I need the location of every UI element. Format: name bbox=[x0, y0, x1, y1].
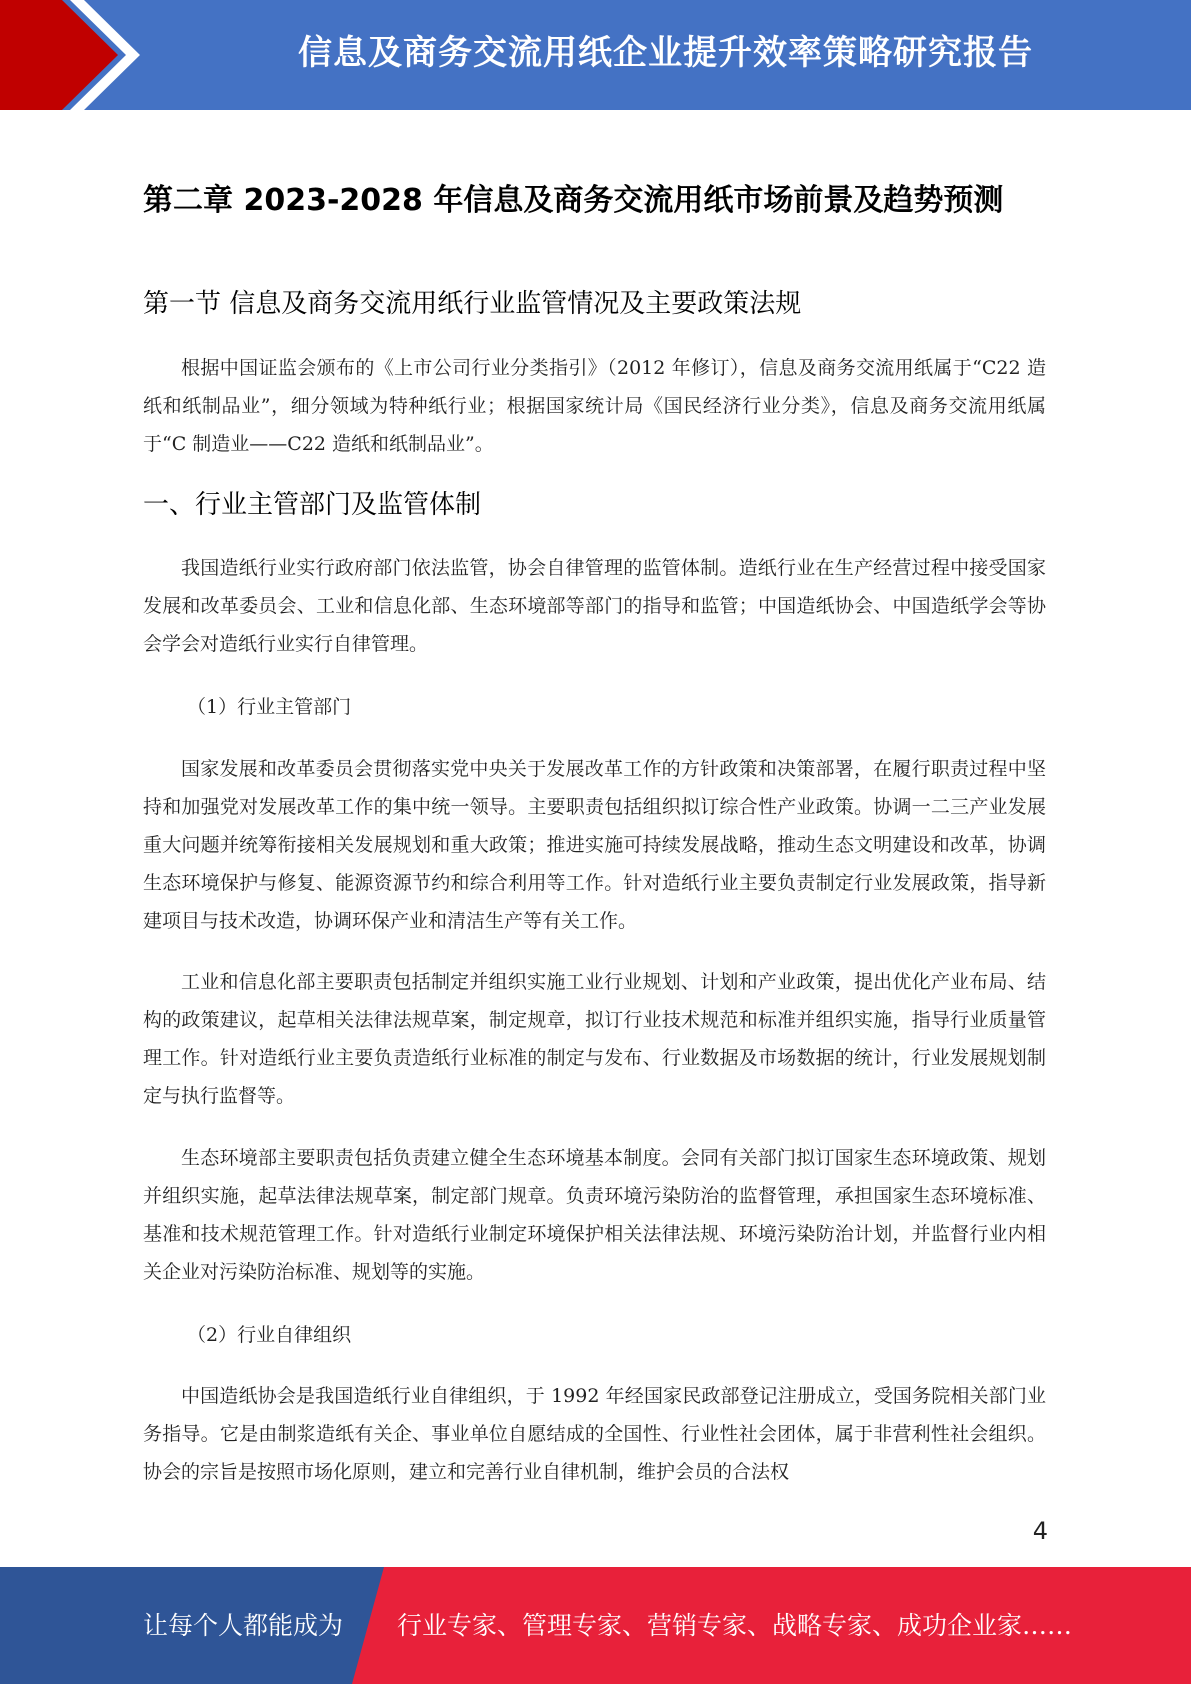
chapter-title: 第二章 2023-2028 年信息及商务交流用纸市场前景及趋势预测 bbox=[143, 183, 1004, 218]
page-header bbox=[0, 0, 1191, 110]
footer-slogan-left: 让每个人都能成为 bbox=[143, 1611, 344, 1640]
paragraph-regime: 我国造纸行业实行政府部门依法监管，协会自律管理的监管体制。造纸行业在生产经营过程中接受国家发展和改革委员会、工业和信息化部、生态环境部等部门的指导和监管；中国造纸协会、中国造纸学会等协会学会对造纸行业实行自律管理。 bbox=[143, 557, 1046, 655]
footer-slogan-right: 行业专家、管理专家、营销专家、战略专家、成功企业家…… bbox=[397, 1611, 1073, 1640]
paragraph-mee: 生态环境部主要职责包括负责建立健全生态环境基本制度。会同有关部门拟订国家生态环境政策、规划并组织实施，起草法律法规草案，制定部门规章。负责环境污染防治的监督管理，承担国家生态环境标准、基准和技术规范管理工作。针对造纸行业制定环境保护相关法律法规、环境污染防治计划，并监督行业内相关企业对污染防治标准、规划等的实施。 bbox=[143, 1147, 1046, 1283]
page-footer bbox=[0, 1567, 1191, 1684]
paragraph-intro: 根据中国证监会颁布的《上市公司行业分类指引》（2012 年修订），信息及商务交流用纸属于“C22 造纸和纸制品业”，细分领域为特种纸行业；根据国家统计局《国民经济行业分类》，信息及商务交流用纸属于“C 制造业——C22 造纸和纸制品业”。 bbox=[143, 357, 1046, 455]
sub-heading-authorities: （1）行业主管部门 bbox=[187, 696, 352, 718]
header-arrow-decoration bbox=[0, 0, 150, 110]
section-title: 第一节 信息及商务交流用纸行业监管情况及主要政策法规 bbox=[143, 289, 802, 319]
paragraph-association: 中国造纸协会是我国造纸行业自律组织，于 1992 年经国家民政部登记注册成立，受国务院相关部门业务指导。它是由制浆造纸有关企、事业单位自愿结成的全国性、行业性社会团体，属于非营利性社会组织。协会的宗旨是按照市场化原则，建立和完善行业自律机制，维护会员的合法权 bbox=[143, 1385, 1046, 1483]
page-number: 4 bbox=[1032, 1517, 1048, 1545]
report-title: 信息及商务交流用纸企业提升效率策略研究报告 bbox=[298, 33, 1033, 73]
paragraph-ndrc: 国家发展和改革委员会贯彻落实党中央关于发展改革工作的方针政策和决策部署，在履行职责过程中坚持和加强党对发展改革工作的集中统一领导。主要职责包括组织拟订综合性产业政策。协调一二三产业发展重大问题并统筹衔接相关发展规划和重大政策；推进实施可持续发展战略，推动生态文明建设和改革，协调生态环境保护与修复、能源资源节约和综合利用等工作。针对造纸行业主要负责制定行业发展政策，指导新建项目与技术改造，协调环保产业和清洁生产等有关工作。 bbox=[143, 758, 1046, 932]
paragraph-miit: 工业和信息化部主要职责包括制定并组织实施工业行业规划、计划和产业政策，提出优化产业布局、结构的政策建议，起草相关法律法规草案，制定规章，拟订行业技术规范和标准并组织实施，指导行业质量管理工作。针对造纸行业主要负责造纸行业标准的制定与发布、行业数据及市场数据的统计，行业发展规划制定与执行监督等。 bbox=[143, 971, 1046, 1107]
heading-regulatory-system: 一、行业主管部门及监管体制 bbox=[143, 490, 482, 520]
sub-heading-self-regulatory: （2）行业自律组织 bbox=[187, 1324, 352, 1346]
